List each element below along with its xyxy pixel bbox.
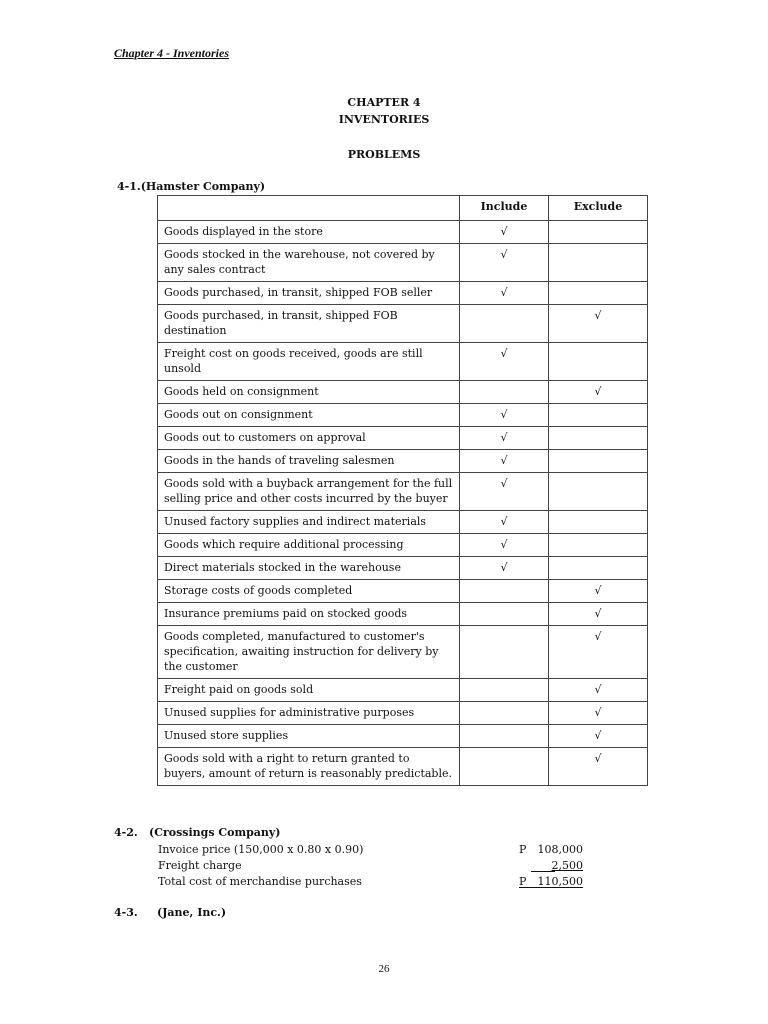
table-row <box>158 244 648 282</box>
table-row <box>158 305 648 343</box>
item-cell: Goods sold with a right to return granted to buyers, amount of return is reasonably predictable. <box>158 748 460 786</box>
include-check <box>460 305 549 343</box>
table-row <box>158 603 648 626</box>
include-check <box>460 679 549 702</box>
include-check: √ <box>460 511 549 534</box>
item-cell: Unused supplies for administrative purposes <box>158 702 460 725</box>
item-cell: Goods out to customers on approval <box>158 427 460 450</box>
table-row <box>158 580 648 603</box>
exclude-check: √ <box>549 725 648 748</box>
include-check <box>460 381 549 404</box>
table-row <box>158 511 648 534</box>
table-row <box>158 343 648 381</box>
table-row <box>158 427 648 450</box>
table-row <box>158 473 648 511</box>
invoice-price-currency: P <box>519 843 527 856</box>
table-row <box>158 450 648 473</box>
exclude-check <box>549 427 648 450</box>
exclude-check: √ <box>549 626 648 679</box>
include-check: √ <box>460 427 549 450</box>
table-row <box>158 381 648 404</box>
page-number: 26 <box>378 963 390 975</box>
freight-charge-amount: 2,500 <box>551 859 583 872</box>
table-row <box>158 748 648 786</box>
table-row <box>158 679 648 702</box>
column-header-item <box>158 196 460 221</box>
item-cell: Goods stocked in the warehouse, not covered by any sales contract <box>158 244 460 282</box>
exclude-check <box>549 343 648 381</box>
include-check: √ <box>460 343 549 381</box>
column-header-include: Include <box>460 196 549 221</box>
exclude-check <box>549 404 648 427</box>
exclude-check: √ <box>549 679 648 702</box>
include-check <box>460 748 549 786</box>
include-check: √ <box>460 244 549 282</box>
exclude-check: √ <box>549 702 648 725</box>
invoice-price-label: Invoice price (150,000 x 0.80 x 0.90) <box>158 843 364 856</box>
item-cell: Goods displayed in the store <box>158 221 460 244</box>
exclude-check: √ <box>549 381 648 404</box>
running-header: Chapter 4 - Inventories <box>114 46 230 60</box>
include-check <box>460 603 549 626</box>
problem-2-company: (Crossings Company) <box>149 826 281 839</box>
item-cell: Goods purchased, in transit, shipped FOB seller <box>158 282 460 305</box>
item-cell: Goods held on consignment <box>158 381 460 404</box>
item-cell: Goods purchased, in transit, shipped FOB destination <box>158 305 460 343</box>
table-row <box>158 282 648 305</box>
exclude-check <box>549 244 648 282</box>
include-check: √ <box>460 404 549 427</box>
total-underline-rule <box>519 887 583 888</box>
total-cost-currency: P <box>519 875 527 888</box>
item-cell: Goods completed, manufactured to customer's specification, awaiting instruction for delivery by the customer <box>158 626 460 679</box>
exclude-check: √ <box>549 603 648 626</box>
freight-charge-label: Freight charge <box>158 859 242 872</box>
include-check <box>460 626 549 679</box>
table-row <box>158 702 648 725</box>
item-cell: Freight paid on goods sold <box>158 679 460 702</box>
table-row <box>158 626 648 679</box>
problem-1-label: 4-1.(Hamster Company) <box>117 180 266 193</box>
include-check: √ <box>460 221 549 244</box>
exclude-check <box>549 282 648 305</box>
include-check: √ <box>460 450 549 473</box>
total-cost-amount: 110,500 <box>537 875 583 888</box>
include-check <box>460 725 549 748</box>
table-row <box>158 404 648 427</box>
underline-rule <box>531 871 555 872</box>
include-check: √ <box>460 557 549 580</box>
item-cell: Unused factory supplies and indirect materials <box>158 511 460 534</box>
table-row <box>158 221 648 244</box>
chapter-title: CHAPTER 4 <box>347 96 421 109</box>
column-header-exclude: Exclude <box>549 196 648 221</box>
include-check: √ <box>460 534 549 557</box>
table-row <box>158 557 648 580</box>
include-check: √ <box>460 282 549 305</box>
problem-3-company: (Jane, Inc.) <box>157 906 227 919</box>
exclude-check <box>549 450 648 473</box>
problem-2-number: 4-2. <box>114 826 138 839</box>
exclude-check <box>549 557 648 580</box>
exclude-check: √ <box>549 748 648 786</box>
include-exclude-table <box>157 195 648 786</box>
section-title: PROBLEMS <box>347 148 421 161</box>
invoice-price-amount: 108,000 <box>537 843 583 856</box>
item-cell: Goods out on consignment <box>158 404 460 427</box>
exclude-check <box>549 534 648 557</box>
include-check <box>460 702 549 725</box>
item-cell: Goods in the hands of traveling salesmen <box>158 450 460 473</box>
item-cell: Freight cost on goods received, goods are still unsold <box>158 343 460 381</box>
exclude-check: √ <box>549 305 648 343</box>
include-check: √ <box>460 473 549 511</box>
exclude-check: √ <box>549 580 648 603</box>
problem-3-number: 4-3. <box>114 906 138 919</box>
total-cost-label: Total cost of merchandise purchases <box>158 875 362 888</box>
item-cell: Direct materials stocked in the warehouse <box>158 557 460 580</box>
exclude-check <box>549 511 648 534</box>
item-cell: Unused store supplies <box>158 725 460 748</box>
item-cell: Storage costs of goods completed <box>158 580 460 603</box>
item-cell: Goods which require additional processing <box>158 534 460 557</box>
table-row <box>158 534 648 557</box>
exclude-check <box>549 221 648 244</box>
exclude-check <box>549 473 648 511</box>
table-header-row <box>158 196 648 221</box>
include-check <box>460 580 549 603</box>
chapter-subtitle: INVENTORIES <box>338 113 430 126</box>
table-row <box>158 725 648 748</box>
item-cell: Goods sold with a buyback arrangement for the full selling price and other costs incurred by the buyer <box>158 473 460 511</box>
item-cell: Insurance premiums paid on stocked goods <box>158 603 460 626</box>
